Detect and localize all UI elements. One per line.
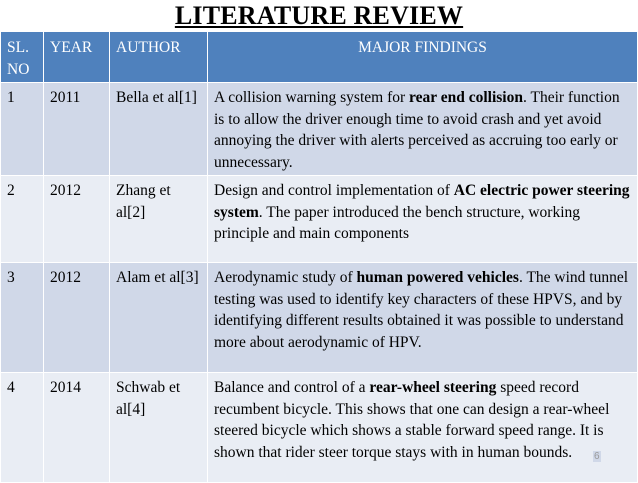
table-body: [1, 83, 638, 483]
column-header-author: AUTHOR: [110, 32, 208, 83]
cell-sl-no: 4: [1, 373, 44, 483]
findings-text: . The paper introduced the bench structure, working principle and main components: [214, 203, 581, 242]
cell-year: 2014: [44, 373, 110, 483]
findings-text: Design and control implementation of: [214, 182, 454, 199]
table-row: [1, 373, 638, 483]
table-row: [1, 176, 638, 263]
findings-text: Balance and control of a: [214, 379, 370, 396]
findings-text: speed record recumbent bicycle. This shows that one can design a rear-wheel steered bicycle which shows a stable forward speed range. It is shown that rider steer torque stays with in human bounds.: [214, 379, 610, 461]
cell-sl-no: 2: [1, 176, 44, 263]
table-row: [1, 263, 638, 373]
literature-table: [0, 31, 638, 483]
findings-highlight: AC electric power steering system: [214, 182, 630, 221]
cell-year: 2012: [44, 176, 110, 263]
cell-sl-no: 1: [1, 83, 44, 176]
column-header-year: YEAR: [44, 32, 110, 83]
cell-author: Zhang et al[2]: [110, 176, 208, 263]
cell-major-findings: [208, 83, 638, 176]
column-header-sl-no: SL. NO: [1, 32, 44, 83]
cell-year: 2012: [44, 263, 110, 373]
table-header-row: [1, 32, 638, 83]
slide-title: LITERATURE REVIEW: [174, 1, 464, 30]
cell-author: Bella et al[1]: [110, 83, 208, 176]
page-number: 6: [594, 451, 600, 462]
findings-text: A collision warning system for: [214, 89, 410, 106]
cell-major-findings: [208, 373, 638, 483]
findings-text: Aerodynamic study of: [214, 269, 357, 286]
findings-highlight: human powered vehicles: [356, 269, 519, 286]
cell-year: 2011: [44, 83, 110, 176]
cell-sl-no: 3: [1, 263, 44, 373]
cell-author: Alam et al[3]: [110, 263, 208, 373]
findings-highlight: rear-wheel steering: [369, 379, 497, 396]
findings-highlight: rear end collision: [409, 89, 523, 106]
findings-text: . Their function is to allow the driver enough time to avoid crash and yet avoid annoying the driver with alerts perceived as accruing too early or unnecessary.: [214, 89, 620, 171]
cell-major-findings: [208, 263, 638, 373]
cell-author: Schwab et al[4]: [110, 373, 208, 483]
findings-text: . The wind tunnel testing was used to identify key characters of these HPVS, and by identifying different results obtained it was possible to understand more about aerodynamic of HPV.: [214, 269, 629, 351]
cell-major-findings: [208, 176, 638, 263]
table-row: [1, 83, 638, 176]
column-header-major-findings: MAJOR FINDINGS: [208, 32, 638, 83]
